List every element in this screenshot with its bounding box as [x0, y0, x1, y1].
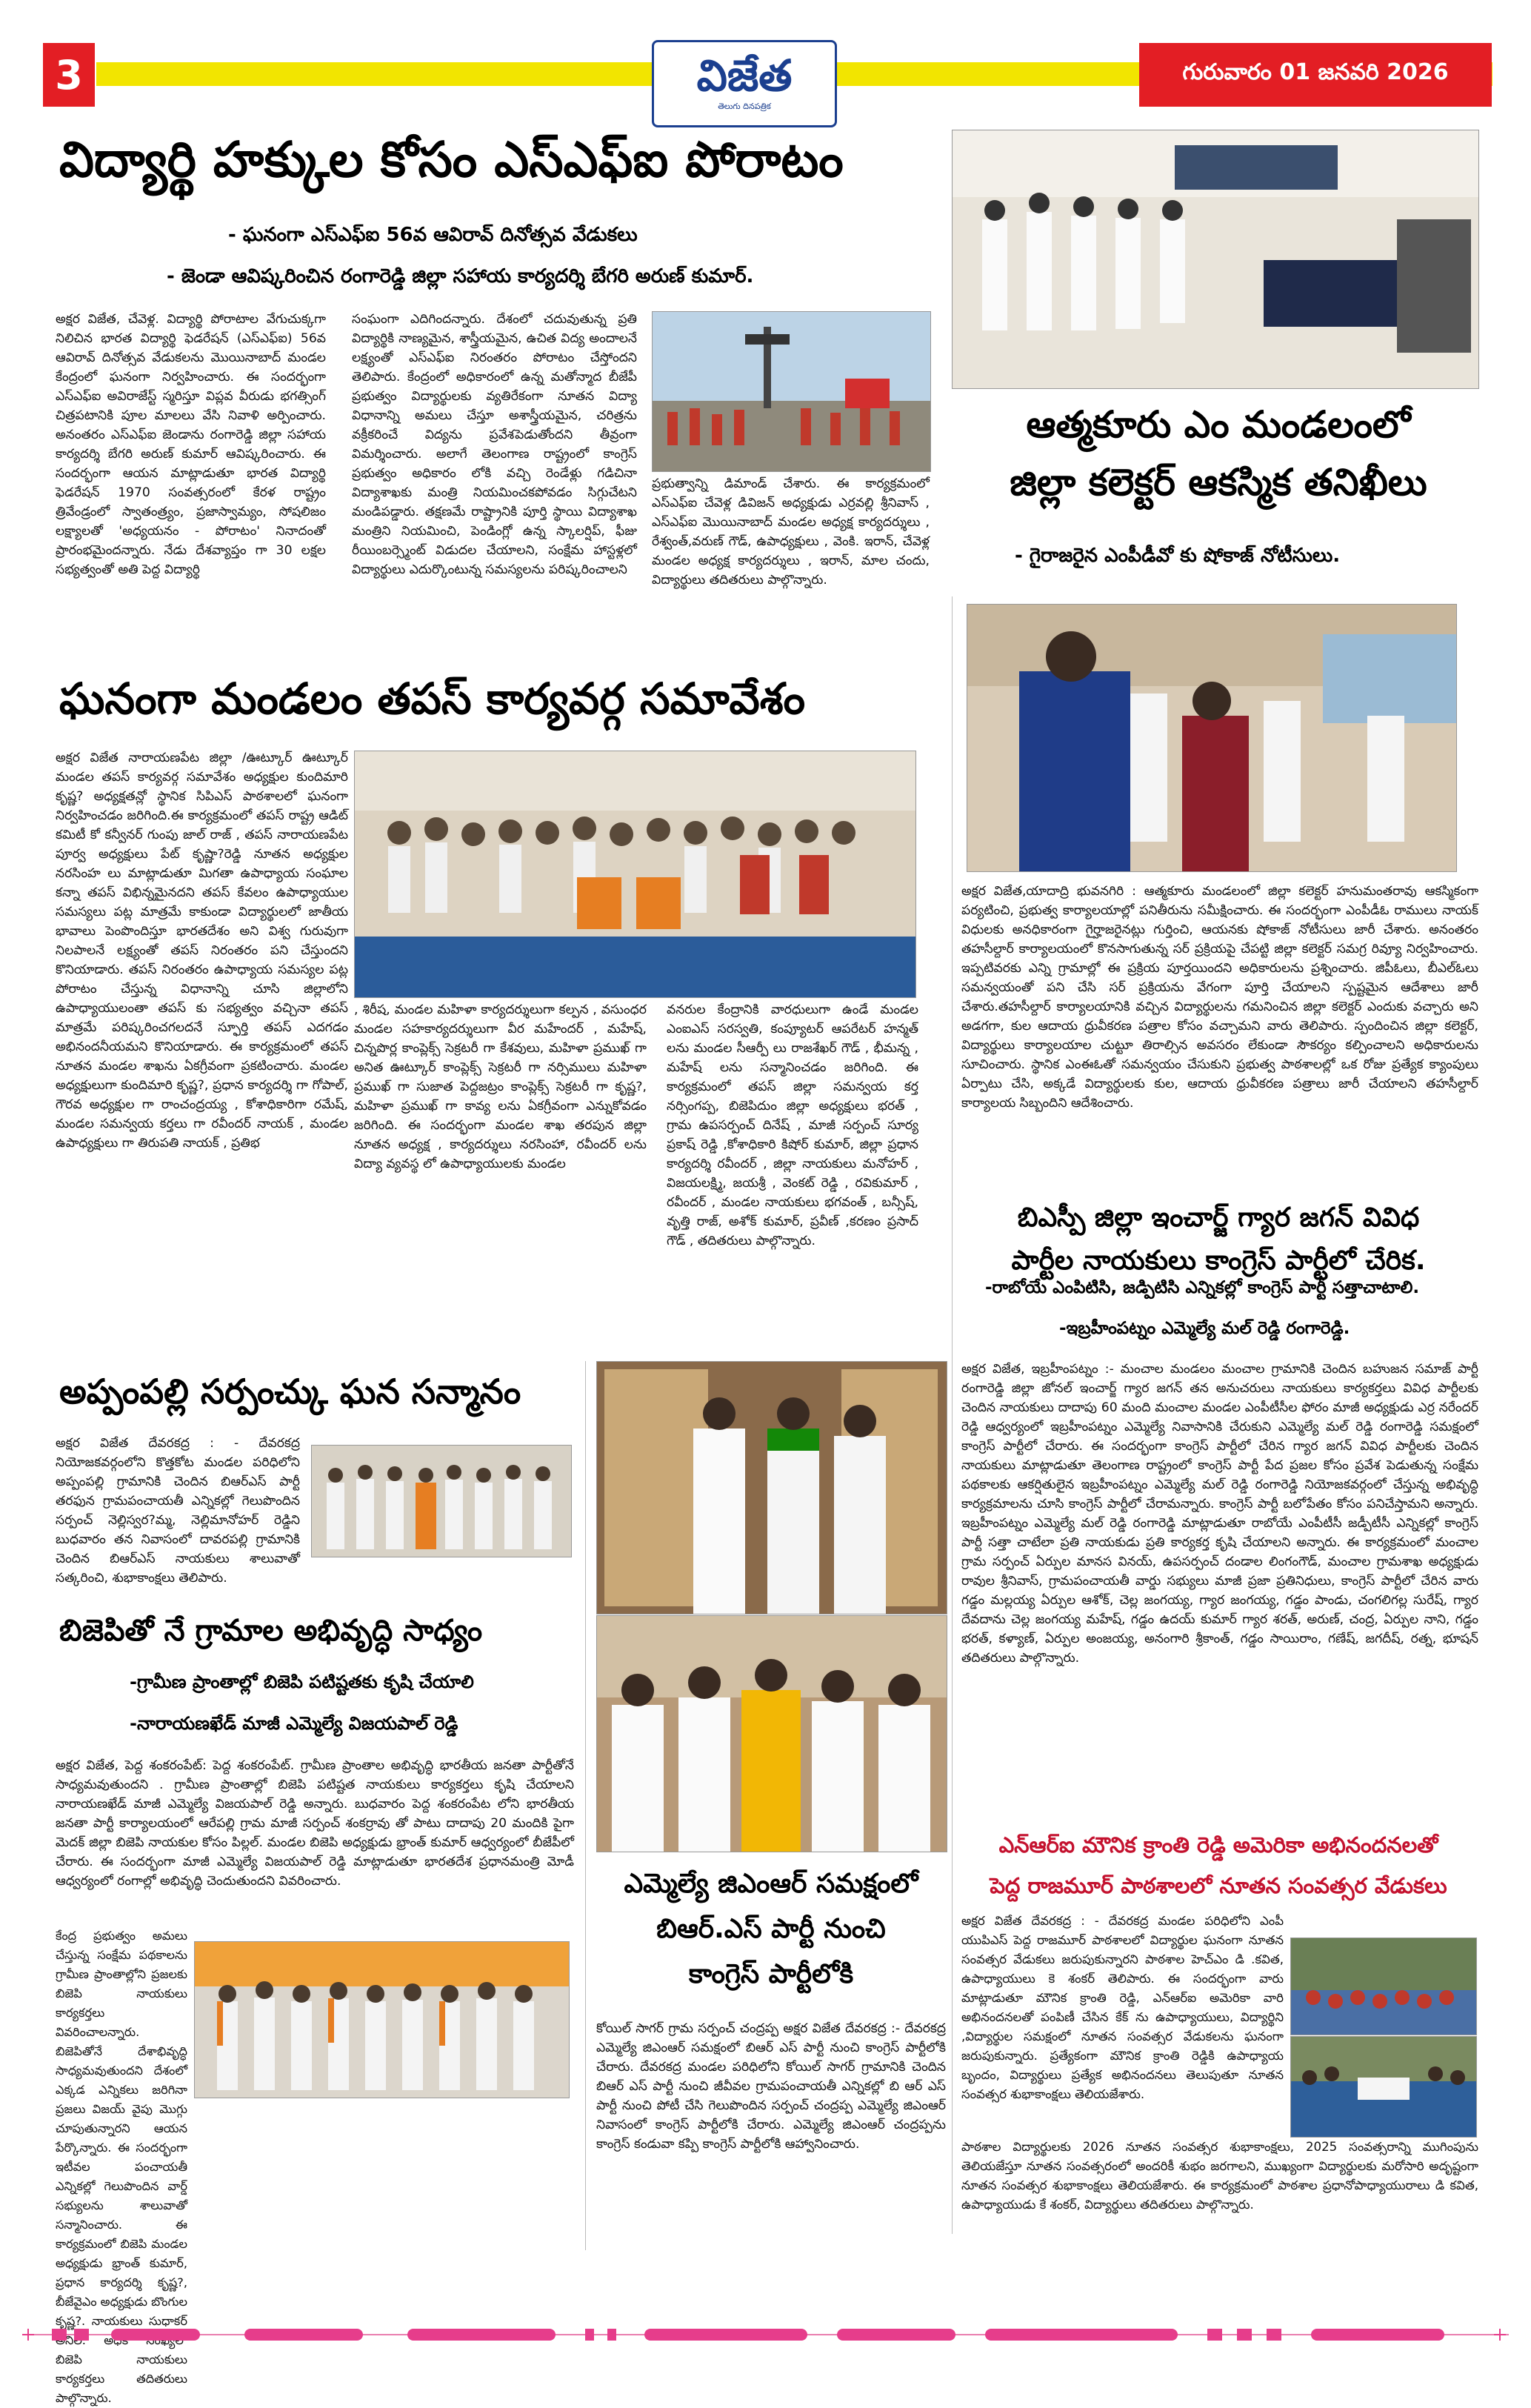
story2-subhead: - గైరాజరైన ఎంపీడీవో కు షోకాజ్ నోటీసులు. — [1015, 545, 1341, 567]
story7-headline-line-3: కాంగ్రెస్ పార్టీలోకి — [688, 1959, 854, 1990]
story7-photo-1 — [596, 1361, 947, 1614]
story7-photo-2 — [596, 1615, 947, 1852]
story2-headline-line-2: జిల్లా కలెక్టర్ ఆకస్మిక తనిఖీలు — [1010, 460, 1427, 504]
story7-headline-line-2: బిఆర్.ఎస్ పార్టీ నుంచి — [656, 1914, 886, 1945]
story1-column-3: ప్రభుత్వాన్ని డిమాండ్ చేశారు. ఈ కార్యక్రమంలో ఎస్ఎఫ్ఐ చేవెళ్ల డివిజన్ అధ్యక్షుడు ఎర్రవల్లి శ్రీనివాస్ , ఎస్ఎఫ్ఐ మొయినాబాద్ మండల అధ్యక్ష కార్యదర్శులు , రేశ్వంత్,వరుణ్ గౌడ్, ఉపాధ్యక్షులు , వెంకి. ఇరాన్, చేవెళ్ల మండల అధ్యక్ష కార్యదర్శులు , ఇరాన్, మాల చందు, విద్యార్థులు తదితరులు పాల్గొన్నారు. — [652, 476, 930, 588]
story6-subhead-1: -గ్రామీణ ప్రాంతాల్లో బిజెపి పటిష్టతకు కృషి చేయాలి — [130, 1672, 474, 1692]
story8-photo-2 — [1290, 2036, 1477, 2138]
story1-subhead-1: - ఘనంగా ఎస్ఎఫ్ఐ 56వ ఆవిరావ్ దినోత్సవ వేడుకలు — [228, 224, 638, 246]
page-number: 3 — [43, 43, 95, 107]
newspaper-logo[interactable] — [652, 40, 837, 127]
story3-column-2: , శిరీష, మండల మహిళా కార్యదర్శులుగా కల్పన , వసుంధర మండల సహకార్యదర్శులుగా వీర మహేందర్ , మహేష్, చిన్నపొర్ల కాంప్లెక్స్ సెక్రటరీ గా కేశవులు, మహిళా ప్రముఖ్ గా అనిత ఊట్కూర్ కాంప్లెక్స్ సెక్రటరీ గా నర్సిములు మహిళా ప్రముఖ్ గా సుజాత పెద్దజట్రం కాంప్లెక్స్ సెక్రటరీ గా కృష్ణ?, మహిళా ప్రముఖ్ గా కావ్య లను ఏకగ్రీవంగా ఎన్నుకోవడం జరిగింది. ఈ సందర్భంగా మండల శాఖ తరపున జిల్లా నూతన అధ్యక్ష , కార్యదర్శులు నరసింహా, రవీందర్ లను విద్యా వ్యవస్థ లో ఉపాధ్యాయులకు మండల — [354, 1002, 647, 1171]
story4-headline-line-2: పార్టీల నాయకులు కాంగ్రెస్ పార్టీలో చేరిక. — [1011, 1245, 1426, 1276]
story5-body: అక్షర విజేత దేవరకద్ర : - దేవరకద్ర నియోజకవర్గంలోని కొత్తకోట మండల పరిధిలోని అప్పంపల్లి గ్రామానికి చెందిన బిఆర్ఎస్ పార్టీ తరఫున గ్రామపంచాయతీ ఎన్నికల్లో గెలుపొందిన సర్పంచ్ నెల్లిస్వర?మ్మ, నెల్లిమానోహర్ రెడ్డిని బుధవారం తన నివాసంలో దావరపల్లి గ్రామానికి చెందిన బిఆర్ఎస్ నాయకులు శాలువాతో సత్కరించి, శుభాకాంక్షలు తెలిపారు. — [56, 1436, 300, 1586]
story3-column-3: వనరుల కేంద్రానికి వారధులుగా ఉండే మండల ఎంఐఎస్ సరస్వతి, కంప్యూటర్ ఆపరేటర్ హన్మత్ లను మండల సీఆర్పీ లు రాజశేఖర్ గౌడ్ , భీమన్న , మహేష్ లను సన్మానించడం జరిగింది. ఈ కార్యక్రమంలో తపస్ జిల్లా సమన్వయ కర్త నర్సింగప్ప, బిజెపిదుం జిల్లా అధ్యక్షులు భరత్ , గ్రామ ఉపసర్పంచ్ దినేష్ , మాజీ సర్పంచ్ సూర్య ప్రకాష్ రెడ్డి ,కోశాధికారి కిషోర్ కుమార్, జిల్లా ప్రధాన కార్యదర్శి రవీందర్ , జిల్లా నాయకులు మనోహర్ , విజయలక్ష్మి, జయశ్రీ , వెంకట్ రెడ్డి , రవికుమార్ , రవీందర్ , మండల నాయకులు భగవంత్ , బన్సీష్, వృత్తి రాజ్, అశోక్ కుమార్, ప్రవీణ్ ,కరణం ప్రసాద్ గౌడ్ , తదితరులు పాల్గొన్నారు. — [667, 1002, 918, 1248]
story6-headline: బిజెపితో నే గ్రామాల అభివృద్ధి సాధ్యం — [59, 1614, 483, 1648]
story2-collector-photo — [967, 604, 1457, 872]
story8-body-1: అక్షర విజేత దేవరకద్ర : - దేవరకద్ర మండల పరిధిలోని ఎంపీ యుపిఎస్ పెద్ద రాజమూర్ పాఠశాలలో విద్యార్థుల ఘనంగా నూతన సంవత్సర వేడుకలు జరుపుకున్నారని పాఠశాల హెచ్ఎం డి .కవిత, ఉపాధ్యాయులు కె శంకర్ తెలిపారు. ఈ సందర్భంగా వారు మాట్లాడుతూ మౌనిక క్రాంతి రెడ్డి, ఎన్ఆర్ఐ అమెరికా వారి అభినందనలతో పంపిణీ చేసిన కేక్ ను ఉపాధ్యాయులు, విద్యార్థిని ,విద్యార్థుల సమక్షంలో నూతన సంవత్సర వేడుకలను ఘనంగా జరుపుకున్నారు. ప్రత్యేకంగా మౌనిక క్రాంతి రెడ్డికి ఉపాధ్యాయ బృందం, విద్యార్థులు ప్రత్యేక అభినందనలు తెలుపుతూ నూతన సంవత్సర శుభాకాంక్షలు తెలియజేశారు. — [961, 1914, 1284, 2101]
story7-headline-line-1: ఎమ్మెల్యే జిఎంఆర్ సమక్షంలో — [624, 1869, 918, 1899]
story2-headline-line-1: ఆత్మకూరు ఎం మండలంలో — [1026, 403, 1411, 446]
story4-subhead-1: -రాబోయే ఎంపిటిసి, జడ్పిటిసి ఎన్నికల్లో కాంగ్రెస్ పార్టీ సత్తాచాటాలి. — [985, 1278, 1420, 1297]
story1-column-2: సంఘంగా ఎదిగిందన్నారు. దేశంలో చదువుతున్న ప్రతి విద్యార్థికి నాణ్యమైన, శాస్త్రీయమైన, ఉచిత విద్య అందాలనే లక్ష్యంతో ఎస్ఎఫ్ఐ నిరంతరం పోరాటం చేస్తోందని తెలిపారు. కేంద్రంలో అధికారంలో ఉన్న మతోన్మాద బీజేపీ ప్రభుత్వం విద్యార్థులకు వ్యతిరేకంగా నూతన విద్యా విధానాన్ని అమలు చేస్తూ అశాస్త్రీయమైన, చరిత్రను వక్రీకరించే విద్యను ప్రవేశపెడుతోందని తీవ్రంగా విమర్శించారు. అలాగే తెలంగాణ రాష్ట్రంలో కాంగ్రెస్ ప్రభుత్వం అధికారం లోకి వచ్చి రెండేళ్లు గడిచినా విద్యాశాఖకు మంత్రి నియమించకపోవడం సిగ్గుచేటని మండిపడ్డారు. తక్షణమే రాష్ట్రానికి పూర్తి స్థాయి విద్యాశాఖ మంత్రిని నియమించి, పెండింగ్లో ఉన్న స్కాలర్షిప్, ఫీజు రీయింబర్స్మెంట్ విడుదల చేయాలని, సంక్షేమ హాస్టళ్లలో విద్యార్థులు ఎదుర్కొంటున్న సమస్యలను పరిష్కరించాలని — [352, 312, 637, 577]
column-rule — [585, 1361, 586, 2250]
story2-headline — [963, 396, 1474, 511]
story7-headline — [600, 1861, 942, 1998]
story4-body: అక్షర విజేత, ఇబ్రహీంపట్నం :- మంచాల మండలం మంచాల గ్రామానికి చెందిన బహుజన సమాజ్ పార్టీ రంగారెడ్డి జిల్లా జోనల్ ఇంచార్జ్ గ్యార జగన్ తన అనుచరులు నాయకులు కార్యకర్తలు వివిధ పార్టీలకు చెందిన నాయకులు దాదాపు 60 మంది మంచాల మండల ఎంపీటీసీల ఫోరం మాజీ అధ్యక్షుడు ఎర్ర నరేందర్ రెడ్డి ఆధ్వర్యంలో ఇబ్రహీంపట్నం ఎమ్మెల్యే నివాసానికి చేరుకుని ఎమ్మెల్యే మల్ రెడ్డి రంగారెడ్డి సమక్షంలో కాంగ్రెస్ పార్టీలో చేరారు. ఈ సందర్భంగా కాంగ్రెస్ పార్టీలో చేరిన గ్యార జగన్ వివిధ పార్టీలకు చెందిన నాయకులు మాట్లాడుతూ తెలంగాణ రాష్ట్రంలో కాంగ్రెస్ పార్టీ పేద ప్రజల కోసం ప్రవేశ పెడుతున్న సంక్షేమ పథకాలకు ఆకర్షితులైన ఇబ్రహీంపట్నం ఎమ్మెల్యే మల్ రెడ్డి రంగారెడ్డి నియోజకవర్గంలో చేస్తున్న అభివృద్ధి కార్యక్రమాలను చూసి కాంగ్రెస్ పార్టీలో చేరామన్నారు. కాంగ్రెస్ పార్టీ బలోపేతం కోసం పనిచేస్తామని అన్నారు. ఇబ్రహీంపట్నం ఎమ్మెల్యే మల్ రెడ్డి రంగారెడ్డి మాట్లాడుతూ రాబోయే ఎంపీటీసీ జడ్పీటీసీ ఎన్నికల్లో కాంగ్రెస్ పార్టీ సత్తా చాటేలా ప్రతి నాయకుడు ప్రతి కార్యకర్త కృషి చేయాలని అన్నారు. ఈ కార్యక్రమంలో మంచాల గ్రామ సర్పంచ్ ఏర్పుల మానస వినయ్, ఉపసర్పంచ్ దండాల లింగంగౌడ్, మంచాల గ్రామశాఖ అధ్యక్షుడు రావుల శ్రీనివాస్, గ్రామపంచాయతీ వార్డు సభ్యులు మాజీ ప్రజా ప్రతినిధులు, కాంగ్రెస్ పార్టీలో చేరిన వారు గడ్డం మల్లయ్య ఏర్పుల ఆశోక్, చెల్ల జంగయ్య, గ్యార జంగయ్య, గడ్డం పాండు, చంగలిగల్ల సురేష్, గ్యార దేవదాను చెల్ల జంగయ్య మహేష్, గడ్డం ఉదయ్ కుమార్ గ్యార శరత్, అరుణ్, చంద్ర, ఏర్పుల నాని, గడ్డం భరత్, కళ్యాణ్, ఏర్పుల అంజయ్య, అనంగారి శ్రీకాంత్, గడ్డం సాయిరాం, గణేష్, జగదీష్, రత్న, భూషన్ తదితరులు పాల్గొన్నారు. — [961, 1362, 1478, 1666]
story1-rally-photo — [652, 311, 931, 472]
story1-column-1: అక్షర విజేత, చేవెళ్ల. విద్యార్థి పోరాటాల వేగుచుక్కగా నిలిచిన భారత విద్యార్థి ఫెడరేషన్ (ఎస్ఎఫ్ఐ) 56వ ఆవిరావ్ దినోత్సవ వేడుకలను మొయినాబాద్ మండల కేంద్రంలో ఘనంగా నిర్వహించారు. ఈ సందర్భంగా ఎస్ఎఫ్ఐ అవిరాజేస్ట్ స్మరిస్తూ విప్లవ వీరుడు భగత్సింగ్ చిత్రపటానికి పూల మాలలు వేసి నివాళి అర్పించారు. అనంతరం ఎస్ఎఫ్ఐ జెండాను రంగారెడ్డి జిల్లా సహాయ కార్యదర్శి బేగరి అరుణ్ కుమార్ ఆవిష్కరించారు. ఈ సందర్భంగా ఆయన మాట్లాడుతూ భారత విద్యార్థి ఫెడరేషన్ 1970 సంవత్సరంలో కేరళ రాష్ట్రం త్రివేండ్రంలో స్వాతంత్ర్యం, ప్రజాస్వామ్యం, సోషలిజం లక్ష్యాలతో 'అధ్యయనం - పోరాటం' నినాదంతో ప్రారంభమైందన్నారు. నేడు దేశవ్యాప్తం గా 30 లక్షల సభ్యత్వంతో అతి పెద్ద విద్యార్థి — [56, 312, 326, 577]
story4-headline-line-1: బిఎస్పీ జిల్లా ఇంచార్జ్ గ్యార జగన్ వివిధ — [1017, 1203, 1420, 1233]
story1-subhead-2: - జెండా ఆవిష్కరించిన రంగారెడ్డి జిల్లా సహాయ కార్యదర్శి బేగరి అరుణ్ కుమార్. — [167, 265, 754, 287]
story8-headline — [963, 1825, 1474, 1906]
story6-body-2: కేంద్ర ప్రభుత్వం అమలు చేస్తున్న సంక్షేమ పథకాలను గ్రామీణ ప్రాంతాల్లోని ప్రజలకు బిజెపి నాయకులు కార్యకర్తలు వివరించాలన్నారు. బిజెపితోనే దేశాభివృద్ధి సాధ్యమవుతుందని దేశంలో ఎక్కడ ఎన్నికలు జరిగినా ప్రజలు విజయ్ వైపు మొగ్గు చూపుతున్నారని ఆయన పేర్కొన్నారు. ఈ సందర్భంగా ఇటీవల పంచాయతీ ఎన్నికల్లో గెలుపొందిన వార్డ్ సభ్యులను శాలువాతో సన్మానించారు. ఈ కార్యక్రమంలో బిజెపి మండల అధ్యక్షుడు భ్రాంత్ కుమార్, ప్రధాన కార్యదర్శి కృష్ణ?, బీజేవైఎం అధ్యక్షుడు బొంగుల కృష్ణ?. నాయకులు సుధాకర్ అనిల్. బిజెపి నాయకులు కార్యకర్తలు తదితరులు పాల్గొన్నారు. — [56, 1929, 188, 2405]
story6-body-1: అక్షర విజేత, పెద్ద శంకరంపేట్: పెద్ద శంకరంపేట్. గ్రామీణ ప్రాంతాల అభివృద్ధి భారతీయ జనతా పార్టీతోనే సాధ్యమవుతుందని . గ్రామీణ ప్రాంతాల్లో బిజెపి పటిష్టత నాయకులు కార్యకర్తలు కృషి చేయాలని నారాయణఖేడ్ మాజీ ఎమ్మెల్యే విజయపాల్ రెడ్డి అన్నారు. బుధవారం పెద్ద శంకరంపేట లోని భారతీయ జనతా పార్టీ కార్యాలయంలో ఆరేపల్లి గ్రామ మాజీ సర్పంచ్ శంకర్రావు తో పాటు దాదాపు 20 మందికి పైగా మెదక్ జిల్లా బిజెపి నాయకుల కోసం పిల్లల్. మండల బిజెపి అధ్యక్షుడు భ్రాంత్ కుమార్ ఆధ్వర్యంలో బీజేపీలో చేరారు. ఈ సందర్భంగా మాజీ ఎమ్మెల్యే విజయపాల్ రెడ్డి మాట్లాడుతూ భారతదేశ ప్రధానమంత్రి మోడీ ఆధ్వర్యంలో రంగాల్లో అభివృద్ధి చెందుతుందని వివరించారు. — [56, 1758, 574, 1889]
story8-body-2: పాఠశాల విద్యార్థులకు 2026 నూతన సంవత్సర శుభాకాంక్షలు, 2025 సంవత్సరాన్ని ముగింపును తెలియజేస్తూ నూతన సంవత్సరంలో అందరికీ శుభం జరగాలని, ముఖ్యంగా విద్యార్థులకు మరోసారి అదృష్టంగా నూతన సంవత్సర శుభాకాంక్షలు తెలియజేశారు. ఈ కార్యక్రమంలో పాఠశాల ప్రధానోపాధ్యాయురాలు డి కవిత, ఉపాధ్యాయుడు కే శంకర్, విద్యార్థులు తదితరులు పాల్గొన్నారు. — [961, 2140, 1478, 2212]
story2-body: అక్షర విజేత,యాదాద్రి భువనగిరి : ఆత్మకూరు మండలంలో జిల్లా కలెక్టర్ హనుమంతరావు ఆకస్మికంగా పర్యటించి, ప్రభుత్వ కార్యాలయాల్లో పనితీరును సమీక్షించారు. ఈ సందర్భంగా ఎంపీడీఓ రాములు నాయక్ విధులకు అనధికారంగా గైర్హాజరైనట్లు గుర్తించి, ఆయనకు షోకాజ్ నోటీసులు జారీ చేశారు. అనంతరం తహసీల్దార్ కార్యాలయంలో కొనసాగుతున్న సర్ ప్రక్రియపై చేపట్టి జిల్లా కలెక్టర్ సమగ్ర రివ్యూ నిర్వహించారు. ఇప్పటివరకు ఎన్ని గ్రామాల్లో ఈ ప్రక్రియ పూర్తయిందని అధికారులను ప్రశ్నించారు. జిపీఓలు, బీఎల్ఓలు సమన్వయంతో పని చేసి సర్ ప్రక్రియను వేగంగా పూర్తి చేయాలని స్పష్టమైన ఆదేశాలు జారీ చేశారు.తహసీల్దార్ కార్యాలయానికి వచ్చిన విద్యార్థులను గమనించిన జిల్లా కలెక్టర్ ఎందుకు వచ్చారు అని అడగగా, కుల ఆదాయ ధ్రువీకరణ పత్రాల కోసం వచ్చామని వారు తెలిపారు. స్పందించిన జిల్లా కలెక్టర్, విద్యార్థులు కార్యాలయాల చుట్టూ తిరాల్సిన అవసరం లేకుండా సౌకర్యం కల్పించాలని అధికారులను సూచించారు. స్థానిక ఎంఈఓతో సమన్వయం చేసుకుని ప్రభుత్వ పాఠశాలల్లో ఒక రోజు ప్రత్యేక క్యాంపులు ఏర్పాటు చేసి, అక్కడే విద్యార్థులకు కుల, ఆదాయ ధ్రువీకరణ పత్రాలు జారీ చేయాలని తహసీల్దార్ కార్యాలయ సిబ్బందిని ఆదేశించారు. — [961, 884, 1478, 1111]
story4-headline — [963, 1197, 1474, 1282]
issue-date: గురువారం 01 జనవరి 2026 — [1139, 43, 1492, 107]
story8-headline-line-1: ఎన్ఆర్ఐ మౌనిక క్రాంతి రెడ్డి అమెరికా అభినందనలతో — [998, 1832, 1438, 1857]
story6-subhead-2: -నారాయణఖేడ్ మాజీ ఎమ్మెల్యే విజయపాల్ రెడ్డి — [130, 1713, 458, 1734]
story3-group-photo — [354, 751, 916, 998]
footer-decorative-strip — [22, 2326, 1509, 2343]
story7-body: కోయిల్ సాగర్ గ్రామ సర్పంచ్ చంద్రప్ప అక్షర విజేత దేవరకద్ర :- దేవరకద్ర ఎమ్మెల్యే జిఎంఆర్ సమక్షంలో బిఆర్ ఎస్ పార్టీ నుంచి కాంగ్రెస్ పార్టీలోకి చేరారు. దేవరకద్ర మండల పరిధిలోని కోయిల్ సాగర్ గ్రామానికి చెందిన బిఆర్ ఎస్ పార్టీ నుంచి జీవీవల గ్రామపంచాయతీ ఎన్నికల్లో బి ఆర్ ఎస్ పార్టీ నుంచి పోటీ చేసి గెలుపొందిన సర్పంచ్ చంద్రప్ప ఎమ్మెల్యే జిఎంఆర్ నివాసంలో కాంగ్రెస్ పార్టీలోకి చేరారు. ఎమ్మెల్యే జిఎంఆర్ చంద్రప్పను కాంగ్రెస్ కండువా కప్పి కాంగ్రెస్ పార్టీలోకి ఆహ్వానించారు. — [596, 2021, 946, 2152]
story3-headline: ఘనంగా మండలం తపస్ కార్యవర్గ సమావేశం — [59, 673, 806, 724]
logo-tagline: తెలుగు దినపత్రిక — [718, 102, 771, 111]
column-rule — [952, 596, 953, 2234]
story5-felicitation-photo — [311, 1445, 572, 1557]
story5-headline: అప్పంపల్లి సర్పంచ్కు ఘన సన్మానం — [59, 1371, 521, 1411]
story3-column-1: అక్షర విజేత నారాయణపేట జిల్లా /ఊట్కూర్ ఊట్కూర్ మండల తపస్ కార్యవర్గ సమావేశం అధ్యక్షుల కుందిమారి కృష్ణ? అధ్యక్షతన్లో స్థానిక సిపిఎస్ పాఠశాలలో ఘనంగా నిర్వహించడం జరిగింది.ఈ కార్యక్రమంలో తపస్ రాష్ట్ర ఆడిట్ కమిటీ కో కన్వీనర్ గుంపు జాల్ రాజ్ , తపస్ నారాయణపేట పూర్వ అధ్యక్షులు పేట్ కృష్ణా?రెడ్డి నూతన అధ్యక్షుల నరసింహ లు మాట్లాడుతూ మిగతా ఉపాధ్యాయ సంఘాల కన్నా తపస్ విభిన్నమైనదని తపస్ కేవలం ఉపాధ్యాయుల సమస్యలు పట్ల మాత్రమే కాకుండా విద్యార్థులలో జాతీయ భావాలు పెంపొందిస్తూ భారతదేశం అని విశ్వ గురువుగా నిలపాలనే లక్ష్యంతో తపస్ నిరంతరం పని చేస్తుందని కొనియాడారు. తపస్ నిరంతరం ఉపాధ్యాయ సమస్యల పట్ల పోరాటం చేస్తున్న విధానాన్ని చూసి జిల్లాలోని ఉపాధ్యాయులంతా తపస్ కు సభ్యత్వం వచ్చినా తపస్ మాత్రమే పరిష్కరించగలదనే స్ఫూర్తి తపస్ ఎదగడం అభినందనీయమని కొనియాడారు. ఈ కార్యక్రమంలో తపస్ నూతన మండల శాఖను ఏకగ్రీవంగా ప్రకటించారు. మండల అధ్యక్షులుగా కుందిమారి కృష్ణ?, ప్రధాన కార్యదర్శి గా గోపాల్, గౌరవ అధ్యక్షుల గా రాంచంద్రయ్య , కోశాధికారిగా రమేష్, మండల సమన్వయ కర్తలు గా రవీందర్ నాయక్ , మండల ఉపాధ్యక్షులు గా తిరుపతి నాయక్ , ప్రతిభ — [56, 751, 348, 1151]
story4-subhead-2: -ఇబ్రహీంపట్నం ఎమ్మెల్యే మల్ రెడ్డి రంగారెడ్డి. — [1059, 1319, 1350, 1338]
story1-headline: విద్యార్థి హక్కుల కోసం ఎస్ఎఫ్ఐ పోరాటం — [59, 131, 844, 188]
logo-text: విజేత — [696, 50, 793, 101]
story2-office-photo — [952, 130, 1479, 389]
story6-body-3-spacer — [194, 2101, 568, 2256]
story8-headline-line-2: పెద్ద రాజమూర్ పాఠశాలలో నూతన సంవత్సర వేడుకలు — [990, 1873, 1447, 1899]
story6-bjp-joining-photo — [194, 1941, 570, 2098]
story8-photo-1 — [1290, 1938, 1477, 2035]
